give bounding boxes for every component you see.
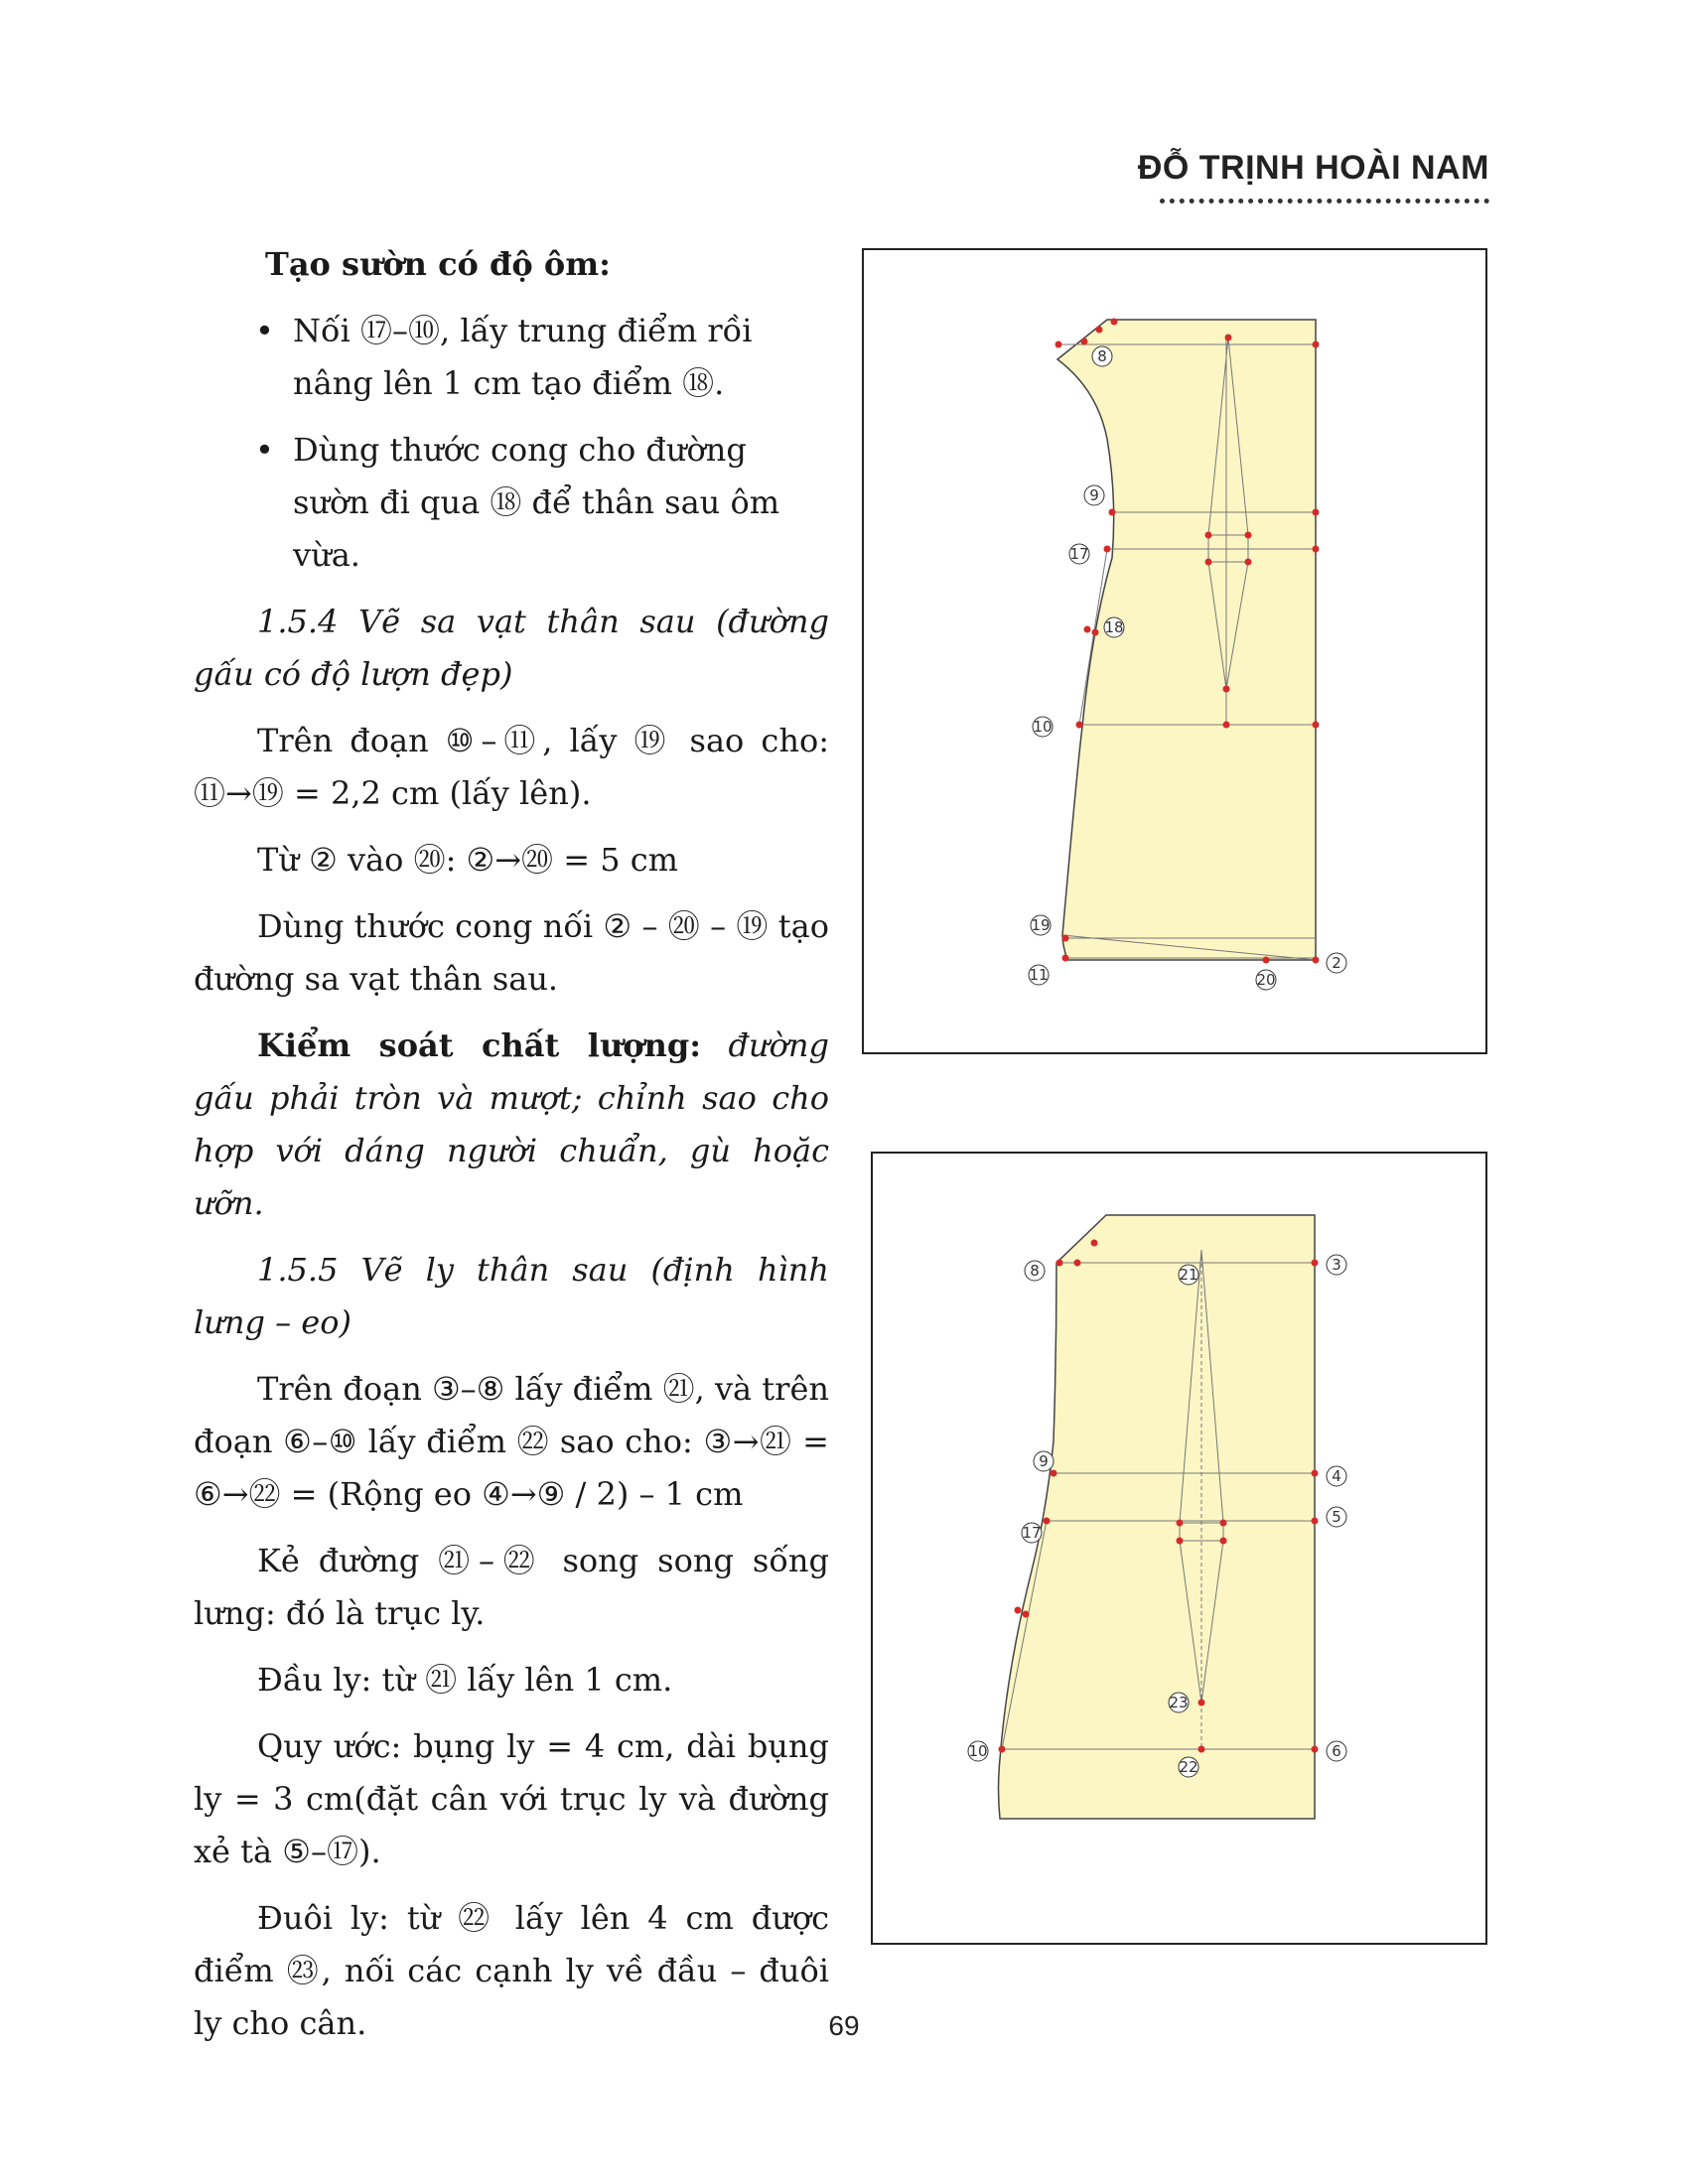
fabric-panel bbox=[1057, 320, 1316, 960]
point-label: 8 bbox=[1097, 347, 1107, 365]
section-heading-155: 1.5.5 Vẽ ly thân sau (định hình lưng – eo) bbox=[194, 1251, 829, 1341]
paragraph: Trên đoạn ③–⑧ lấy điểm ㉑, và trên đoạn ⑥–⑩ lấy điểm ㉒ sao cho: ③→㉑ = ⑥→㉒ = (Rộng eo ④→⑨ / 2) – 1 cm bbox=[194, 1370, 829, 1513]
point-label: 2 bbox=[1332, 954, 1341, 972]
paragraph: Đuôi ly: từ ㉒ lấy lên 4 cm được điểm ㉓, nối các cạnh ly về đầu – đuôi ly cho cân. bbox=[194, 1899, 829, 2042]
fabric-panel bbox=[999, 1215, 1316, 1819]
paragraph: Quy ước: bụng ly = 4 cm, dài bụng ly = 3 cm(đặt cân với trục ly và đường xẻ tà ⑤–⑰). bbox=[194, 1727, 829, 1870]
bullet-list bbox=[194, 305, 829, 582]
point-label: 4 bbox=[1332, 1467, 1341, 1485]
paragraph: Dùng thước cong nối ② – ⑳ – ⑲ tạo đường sa vạt thân sau. bbox=[194, 907, 829, 998]
point-label: 22 bbox=[1179, 1758, 1198, 1776]
point-label: 23 bbox=[1169, 1694, 1189, 1711]
point-label: 10 bbox=[1033, 718, 1053, 736]
quality-control-note: Kiểm soát chất lượng: đường gấu phải tròn và mượt; chỉnh sao cho hợp với dáng người chuẩn, gù hoặc ưỡn. bbox=[194, 1026, 830, 1222]
figure-2-pattern bbox=[873, 1154, 1485, 1943]
section-heading-suon: Tạo sườn có độ ôm: bbox=[265, 245, 611, 283]
point-label: 6 bbox=[1332, 1742, 1341, 1760]
figure-1-frame bbox=[862, 248, 1487, 1054]
point-label: 9 bbox=[1089, 486, 1099, 504]
paragraph: Đầu ly: từ ㉑ lấy lên 1 cm. bbox=[257, 1661, 673, 1699]
point-label: 17 bbox=[1022, 1524, 1042, 1542]
author-header: ĐỖ TRỊNH HOÀI NAM bbox=[1137, 149, 1489, 187]
point-label: 21 bbox=[1179, 1266, 1198, 1284]
point-label: 8 bbox=[1030, 1262, 1040, 1280]
section-heading-154: 1.5.4 Vẽ sa vạt thân sau (đường gấu có độ lượn đẹp) bbox=[194, 603, 829, 693]
point-label: 10 bbox=[968, 1742, 988, 1760]
point-label: 19 bbox=[1031, 916, 1051, 934]
bullet-item: • Dùng thước cong cho đường sườn đi qua ⑱ để thân sau ôm vừa. bbox=[255, 431, 780, 574]
bullet-item: • Nối ⑰–⑩, lấy trung điểm rồi nâng lên 1 cm tạo điểm ⑱. bbox=[255, 312, 753, 402]
paragraph: Kẻ đường ㉑–㉒ song song sống lưng: đó là trục ly. bbox=[194, 1542, 829, 1632]
point-label: 9 bbox=[1039, 1452, 1049, 1470]
point-label: 20 bbox=[1256, 971, 1276, 989]
point-label: 5 bbox=[1332, 1508, 1341, 1526]
point-label: 18 bbox=[1104, 618, 1124, 636]
paragraph: Từ ② vào ⑳: ②→⑳ = 5 cm bbox=[257, 841, 678, 879]
figure-2-frame bbox=[871, 1152, 1487, 1945]
paragraph: Trên đoạn ⑩–⑪, lấy ⑲ sao cho: ⑪→⑲ = 2,2 cm (lấy lên). bbox=[194, 722, 829, 812]
text-column bbox=[194, 238, 829, 2064]
point-label: 11 bbox=[1029, 966, 1049, 984]
point-label: 3 bbox=[1332, 1256, 1341, 1274]
figure-1-pattern bbox=[864, 250, 1485, 1052]
header-dotted-rule bbox=[1160, 199, 1489, 204]
point-label: 17 bbox=[1069, 545, 1089, 563]
page-number: 69 bbox=[828, 2010, 860, 2041]
